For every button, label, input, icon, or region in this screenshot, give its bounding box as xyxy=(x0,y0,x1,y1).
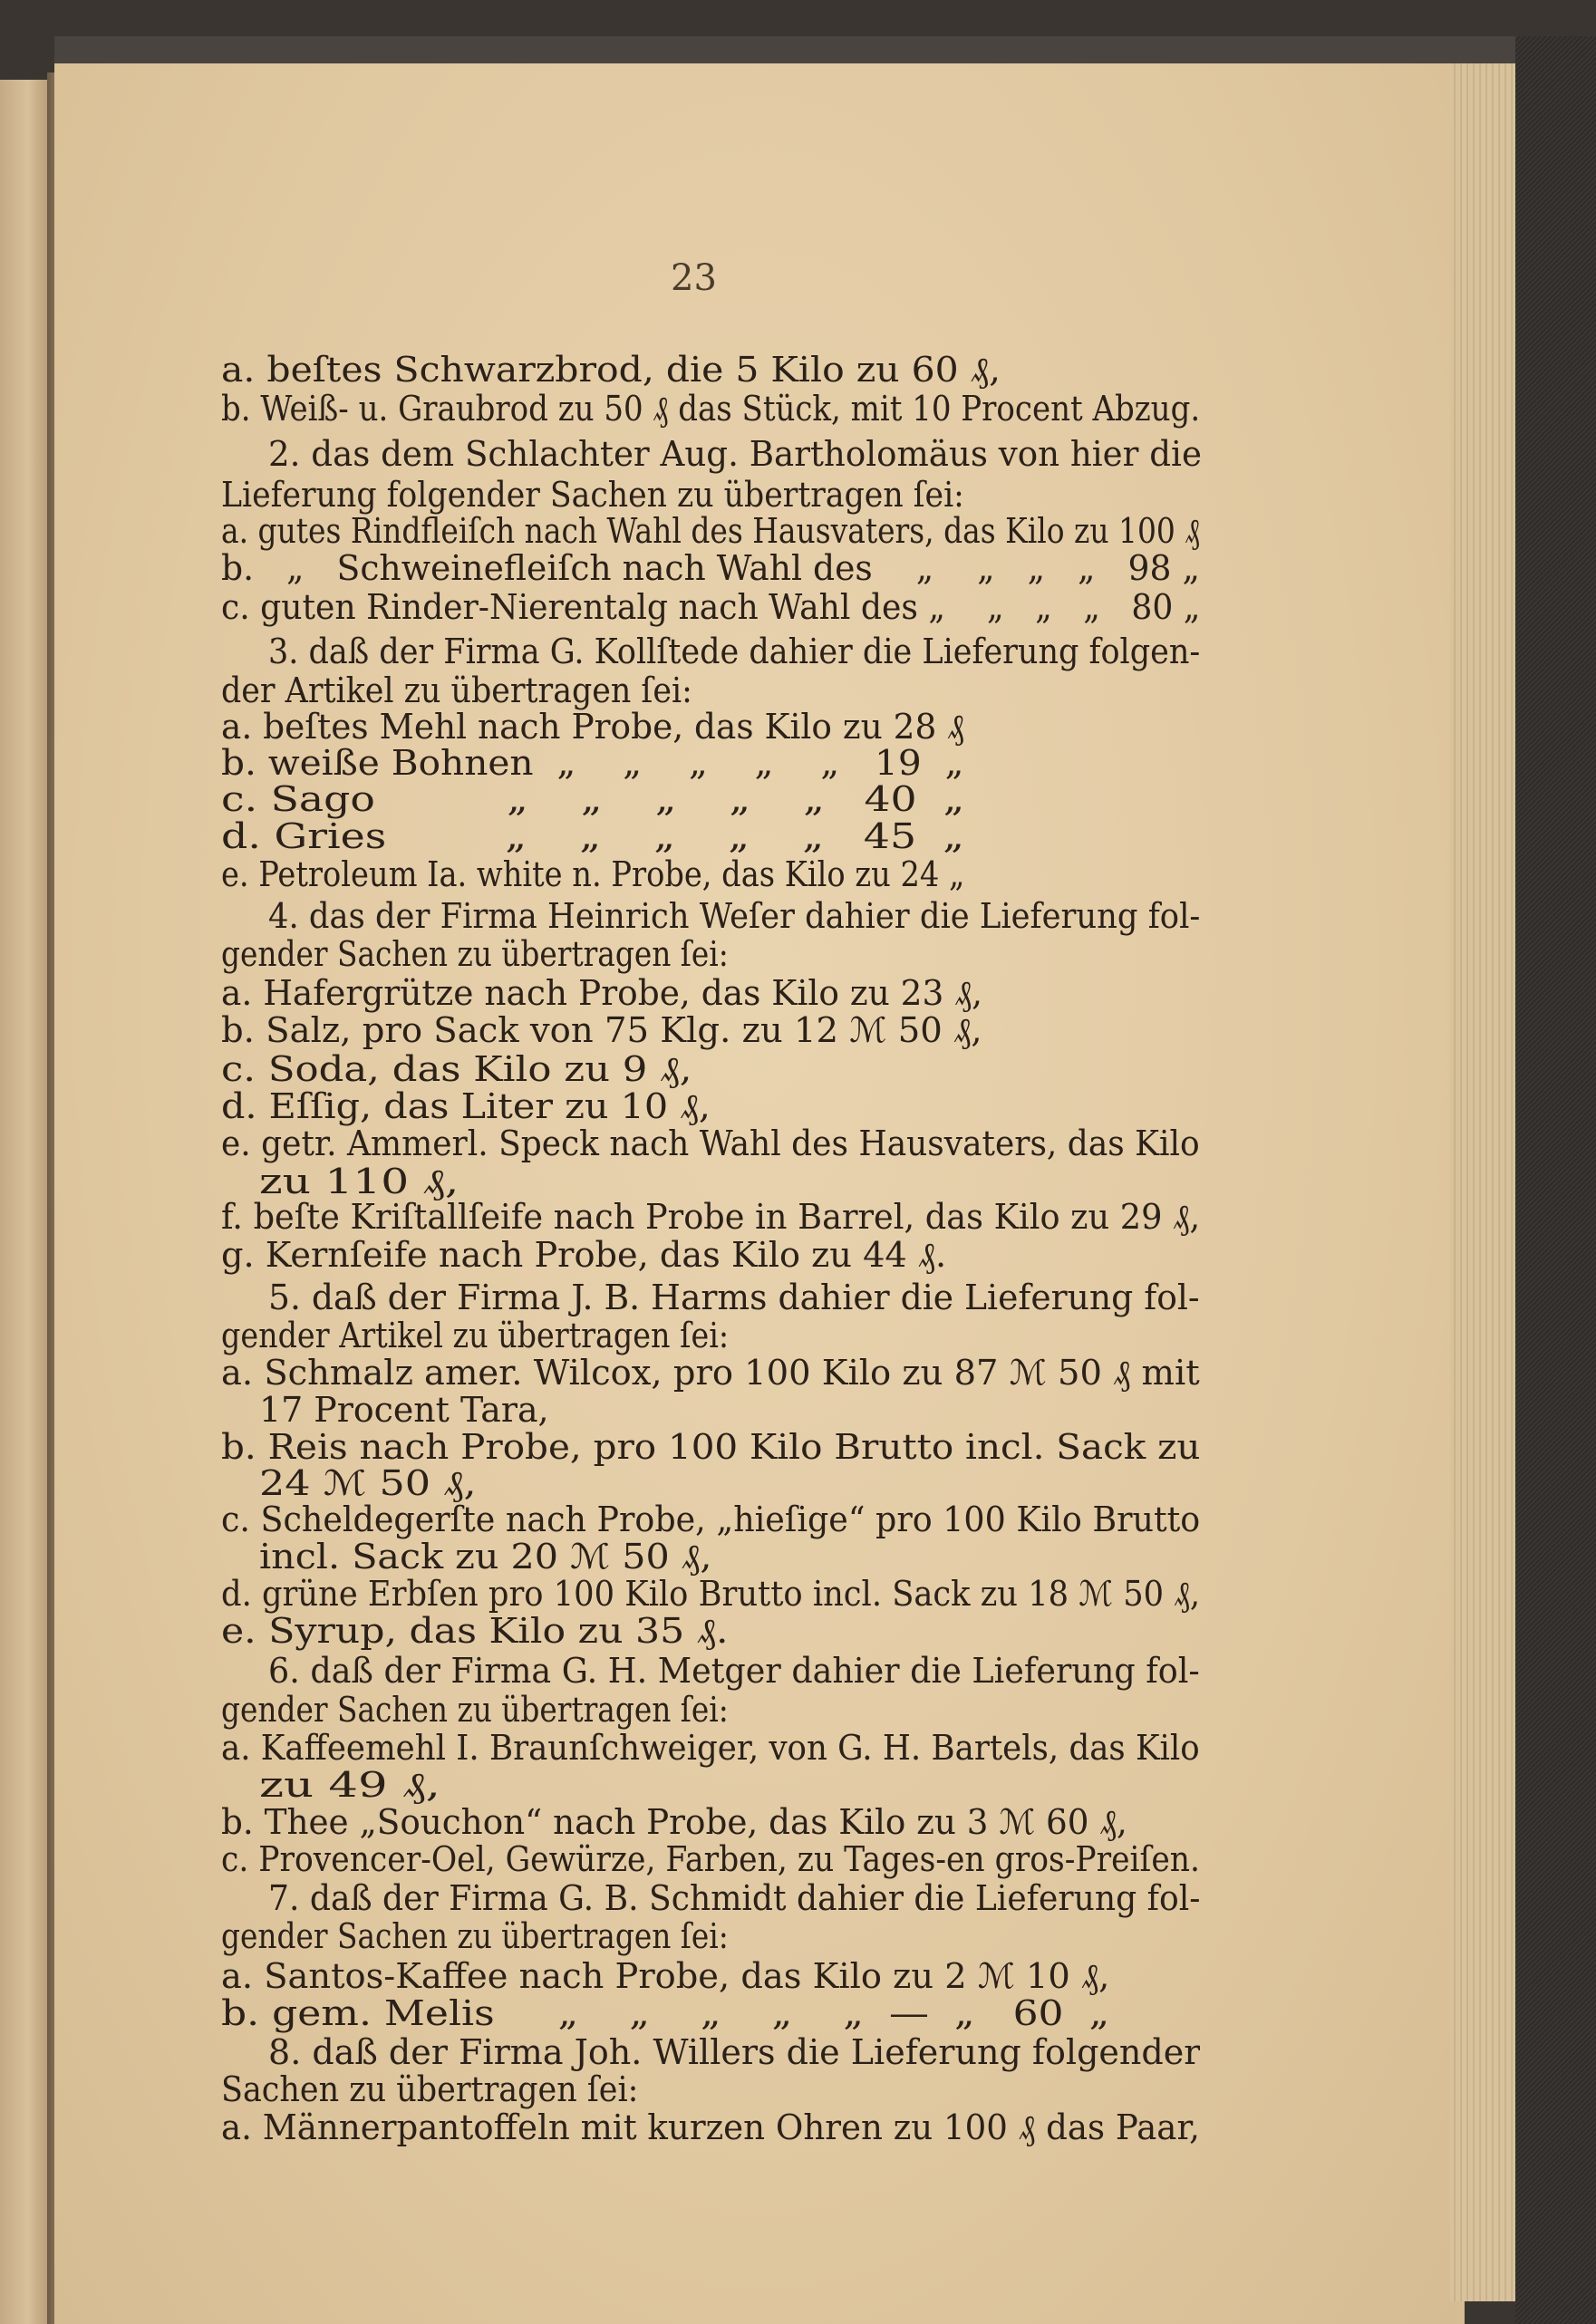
left-page-edge xyxy=(0,80,47,2324)
text-line: b. Salz, pro Sack von 75 Klg. zu 12 ℳ 50 ₰, xyxy=(221,1012,982,1050)
text-line: 24 ℳ 50 ₰, xyxy=(259,1465,477,1503)
text-line: a. beſtes Schwarzbrod, die 5 Kilo zu 60 ₰, xyxy=(221,352,1001,390)
text-line: 3. daß der Firma G. Kollſtede dahier die Lieferung folgen- xyxy=(268,633,1201,671)
text-line: d. Eſſig, das Liter zu 10 ₰, xyxy=(221,1088,711,1126)
text-line: d. grüne Erbſen pro 100 Kilo Brutto incl. Sack zu 18 ℳ 50 ₰, xyxy=(221,1576,1201,1614)
text-line: d. Gries „ „ „ „ „ 45 „ xyxy=(221,818,964,856)
text-line: b. „ Schweinefleiſch nach Wahl des „ „ „ „ 98 „ xyxy=(221,550,1200,588)
text-line: 8. daß der Firma Joh. Willers die Lieferung folgender xyxy=(268,2034,1201,2072)
text-line: b. weiße Bohnen „ „ „ „ „ 19 „ xyxy=(221,745,964,783)
text-line: zu 49 ₰, xyxy=(259,1767,440,1805)
text-line: 17 Procent Tara, xyxy=(259,1392,549,1430)
text-line: b. gem. Melis „ „ „ „ „ — „ 60 „ xyxy=(221,1995,1110,2033)
text-line: der Artikel zu übertragen ſei: xyxy=(221,672,692,710)
text-line: b. Thee „Souchon“ nach Probe, das Kilo zu 3 ℳ 60 ₰, xyxy=(221,1804,1127,1842)
text-line: b. Reis nach Probe, pro 100 Kilo Brutto incl. Sack zu xyxy=(221,1429,1201,1467)
text-line: c. Provencer-Oel, Gewürze, Farben, zu Tages-en gros-Preiſen. xyxy=(221,1841,1200,1879)
text-line: a. Schmalz amer. Wilcox, pro 100 Kilo zu 87 ℳ 50 ₰ mit xyxy=(221,1355,1200,1393)
text-line: 4. das der Firma Heinrich Weſer dahier die Lieferung fol- xyxy=(268,898,1201,936)
text-line: a. gutes Rindfleiſch nach Wahl des Hausvaters, das Kilo zu 100 ₰ xyxy=(221,513,1200,551)
book-cover-spine xyxy=(1515,36,1596,2324)
text-line: gender Sachen zu übertragen ſei: xyxy=(221,1692,729,1730)
text-line: a. beſtes Mehl nach Probe, das Kilo zu 28 ₰ xyxy=(221,709,964,747)
text-line: Lieferung folgender Sachen zu übertragen ſei: xyxy=(221,477,964,515)
text-line: a. Männerpantoffeln mit kurzen Ohren zu 100 ₰ das Paar, xyxy=(221,2109,1200,2147)
page-stack-edges xyxy=(1450,63,1521,2301)
text-line: 7. daß der Firma G. B. Schmidt dahier die Lieferung fol- xyxy=(268,1880,1201,1918)
page-number: 23 xyxy=(671,257,717,299)
text-line: e. Petroleum Ia. white n. Probe, das Kilo zu 24 „ xyxy=(221,856,965,894)
text-line: e. Syrup, das Kilo zu 35 ₰. xyxy=(221,1613,729,1651)
text-line: 2. das dem Schlachter Aug. Bartholomäus von hier die xyxy=(268,436,1202,474)
text-line: a. Hafergrütze nach Probe, das Kilo zu 23 ₰, xyxy=(221,975,982,1013)
text-line: f. beſte Kriſtallſeife nach Probe in Barrel, das Kilo zu 29 ₰, xyxy=(221,1199,1201,1237)
text-line: zu 110 ₰, xyxy=(259,1163,459,1201)
book-cover-top xyxy=(54,36,1596,65)
text-line: e. getr. Ammerl. Speck nach Wahl des Hausvaters, das Kilo xyxy=(221,1125,1200,1163)
text-line: c. guten Rinder-Nierentalg nach Wahl des „ „ „ „ 80 „ xyxy=(221,589,1201,627)
text-line: a. Kaffeemehl I. Braunſchweiger, von G. H. Bartels, das Kilo xyxy=(221,1730,1200,1768)
text-line: gender Sachen zu übertragen ſei: xyxy=(221,1918,729,1956)
text-line: gender Sachen zu übertragen ſei: xyxy=(221,936,729,974)
text-line: 6. daß der Firma G. H. Metger dahier die Lieferung fol- xyxy=(268,1653,1200,1691)
text-line: incl. Sack zu 20 ℳ 50 ₰, xyxy=(259,1538,712,1577)
text-line: c. Sago „ „ „ „ „ 40 „ xyxy=(221,781,965,819)
text-line: g. Kernſeife nach Probe, das Kilo zu 44 ₰. xyxy=(221,1237,947,1275)
text-line: gender Artikel zu übertragen ſei: xyxy=(221,1317,730,1355)
text-line: c. Soda, das Kilo zu 9 ₰, xyxy=(221,1051,692,1089)
text-line: 5. daß der Firma J. B. Harms dahier die Lieferung fol- xyxy=(268,1279,1200,1317)
text-line: Sachen zu übertragen ſei: xyxy=(221,2071,639,2109)
text-line: b. Weiß- u. Graubrod zu 50 ₰ das Stück, mit 10 Procent Abzug. xyxy=(221,391,1201,429)
text-line: c. Scheldegerſte nach Probe, „hieſige“ pro 100 Kilo Brutto xyxy=(221,1501,1201,1539)
text-line: a. Santos-Kaffee nach Probe, das Kilo zu 2 ℳ 10 ₰, xyxy=(221,1958,1110,1996)
